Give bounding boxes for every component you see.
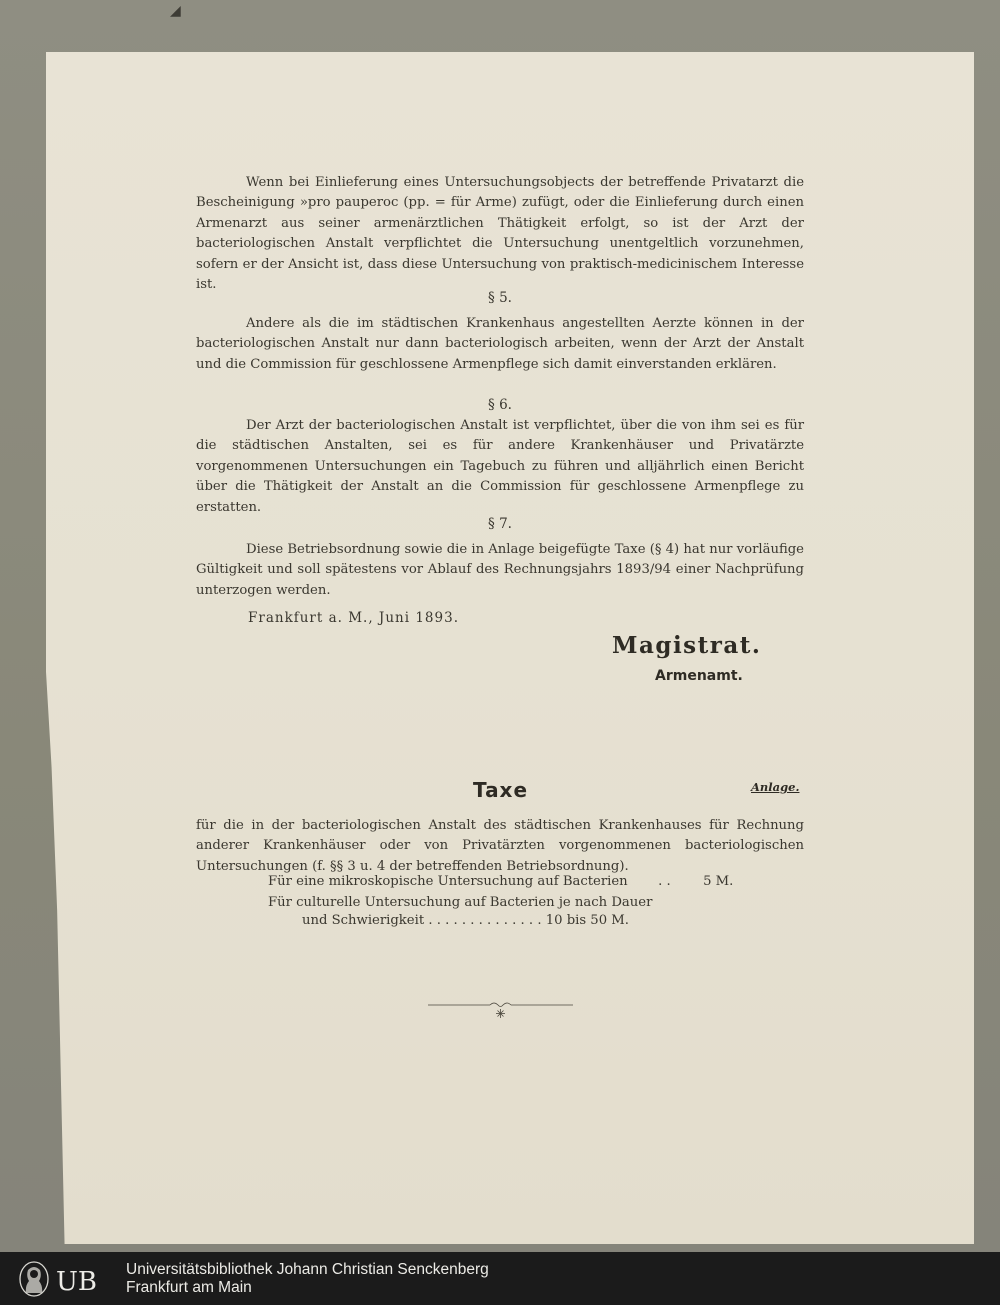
footer-bar [0,1252,1000,1305]
tax-title: Taxe [473,778,529,802]
fee-label: Für eine mikroskopische Untersuchung auf Bacterien [268,874,628,889]
intro-paragraph: Wenn bei Einlieferung eines Untersuchungsobjects der betreffende Privatarzt die Bescheinigung »pro pauperoc (pp. = für Arme) zufügt, oder die Einlieferung durch einen Armenarzt aus seiner armenärztlichen Thätigkeit erfolgt, so ist der Arzt der bacteriologischen Anstalt verpflichtet die Untersuchung unentgeltlich vorzunehmen, sofern er der Ansicht ist, dass diese Untersuchung von praktisch-medicinischem Interesse ist. [196,175,804,293]
footer-text [126,1261,489,1297]
fee-row-microscopic [268,874,733,889]
fee-row-cultural [268,895,652,910]
section-6-text: Der Arzt der bacteriologischen Anstalt ist verpflichtet, über die von ihm sei es für die städtischen Anstalten, sei es für andere Krankenhäuser und Privatärzte vorgenommenen Untersuchungen ein Tagebuch zu führen und alljährlich einen Bericht über die Thätigkeit der Anstalt an die Commission für geschlossene Armenpflege zu erstatten. [196,418,804,515]
section-heading-7: § 7. [488,516,512,532]
tax-intro: für die in der bacteriologischen Anstalt des städtischen Krankenhauses für Rechnung anderer Krankenhäuser oder von Privatärzten vorgenommenen bacteriologischen Untersuchungen (f. §§ 3 u. 4 der betreffenden Betriebsordnung). [196,818,804,874]
fee-leader: . . [658,874,671,889]
signature-sub: Armenamt. [655,668,743,684]
section-heading-5: § 5. [488,290,512,306]
ornament-divider [428,1000,573,1020]
date-line: Frankfurt a. M., Juni 1893. [248,610,459,626]
signature-title: Magistrat. [612,632,762,659]
ub-logo[interactable] [16,1260,118,1298]
fee-label-cont: und Schwierigkeit [302,913,425,928]
section-heading-6: § 6. [488,397,512,413]
fee-leader: . . . . . . . . . . . . . . [428,913,542,928]
section-5-text: Andere als die im städtischen Krankenhaus angestellten Aerzte können in der bacteriologischen Anstalt nur dann bacteriologisch arbeiten, wenn der Arzt der Anstalt und die Commission für geschlossene Armenpflege sich damit einverstanden erklären. [196,316,804,372]
section-7-text: Diese Betriebsordnung sowie die in Anlage beigefügte Taxe (§ 4) hat nur vorläufige Gültigkeit und soll spätestens vor Ablauf des Rechnungsjahrs 1893/94 einer Nachprüfung unterzogen werden. [196,542,804,598]
fee-price: 10 bis 50 M. [545,913,629,928]
corner-mark: ◢ [170,3,181,19]
fee-row-cultural-cont [302,913,629,928]
fee-label: Für culturelle Untersuchung auf Bacterien je nach Dauer [268,895,653,910]
logo-text: UB [56,1267,98,1297]
footer-line-1[interactable]: Universitätsbibliothek Johann Christian Senckenberg [126,1261,489,1278]
anlage-label: Anlage. [751,780,800,794]
fee-price: 5 M. [703,874,734,889]
footer-line-2: Frankfurt am Main [126,1279,252,1296]
